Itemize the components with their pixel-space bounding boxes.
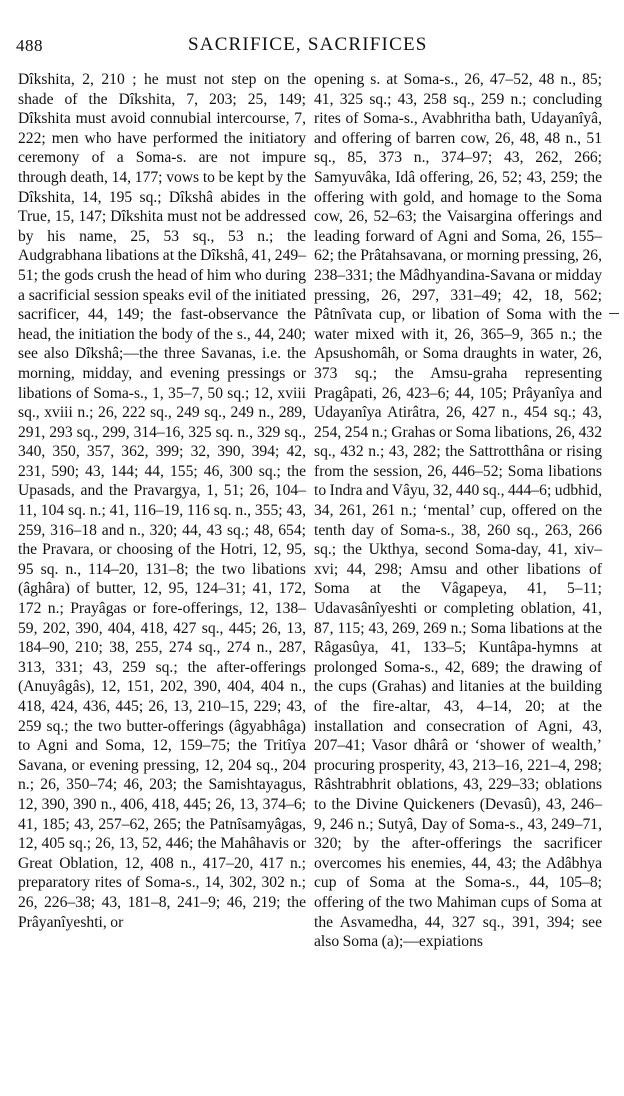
index-text-right: opening s. at Soma-s., 26, 47–52, 48 n., 85; 41, 325 sq.; 43, 258 sq., 259 n.; concluding rites of Soma-s., Avabhritha bath, Udayanîyâ, and offering of barren cow, 26, 48, 48 n., 51 sq., 85, 373 n., 374–97; 43, 262, 266; Samyuvâka, Idâ offering, 26, 52; 43, 259; the offering with gold, and homage to the Soma cow, 26, 52–63; the Vaisargina offerings and leading forward of Agni and Soma, 26, 155–62; the Prâtahsavana, or morning pressing, 26, 238–331; the Mâdhyandina-Savana or midday pressing, 26, 297, 331–49; 42, 18, 562; Pâtnîvata cup, or libation of Soma with the water mixed with it, 26, 365–9, 365 n.; the Apsushomâh, or Soma draughts in water, 26, 373 sq.; the Amsu-graha representing Pragâpati, 26, 423–6; 44, 105; Prâyanîya and Udayanîya Atirâtra, 26, 427 n., 454 sq.; 43, 254, 254 n.; Grahas or Soma libations, 26, 432 sq., 432 n.; 43, 282; the Sattrotthâna or rising from the session, 26, 446–52; Soma libations to Indra and Vâyu, 32, 440 sq., 444–6; udbhid, 34, 261, 261 n.; ‘mental’ cup, offered on the tenth day of Soma-s., 38, 260 sq., 263, 266 sq.; the Ukthya, second Soma-day, 41, xiv–xvi; 44, 298; Amsu and other libations of Soma at the Vâgapeya, 41, 5–11; Udavasânîyeshti or completing oblation, 41, 87, 115; 43, 269, 269 n.; Soma libations at the Râgasûya, 41, 133–5; Kuntâpa-hymns at prolonged Soma-s., 42, 689; the drawing of the cups (Grahas) and litanies at the building of the fire-altar, 43, 4–14, 20; at the installation and consecration of Agni, 43, 207–41; Vasor dhârâ or ‘shower of wealth,’ procuring prosperity, 43, 213–16, 221–4, 298; Râshtrabhrit oblations, 43, 229–33; oblations to the Divine Quickeners (Devasû), 43, 246–9, 246 n.; Sutyâ, Day of Soma-s., 43, 249–71, 320; by the after-offerings the sacrificer overcomes his enemies, 44, 43; the Adâbhya cup of Soma at the Soma-s., 44, 105–8; offering of the two Mahiman cups of Soma at the Asvamedha, 44, 327 sq., 391, 394; see also Soma (a);—expiations [314,71,603,951]
index-column-right [314,70,602,952]
running-head: SACRIFICE, SACRIFICES [188,34,428,55]
margin-mark [609,313,619,314]
page-number: 488 [16,36,43,55]
index-text-left: Dîkshita, 2, 210 ; he must not step on the shade of the Dîkshita, 7, 203; 25, 149; Dîkshita must avoid connubial intercourse, 7, 222; men who have performed the initiatory ceremony of a Soma-s. are not impure through death, 14, 177; vows to be kept by the Dîkshita, 14, 195 sq.; Dîkshâ abides in the True, 15, 147; Dîkshita must not be addressed by his name, 25, 53 sq., 53 n.; the Audgrabhana libations at the Dîkshâ, 41, 249–51; the gods crush the head of him who during a sacrificial session speaks evil of the initiated sacrificer, 44, 149; the fast-observance the head, the initiation the body of the s., 44, 240; see also Dîkshâ;—the three Savanas, i.e. the morning, midday, and evening pressings or libations of Soma-s., 1, 35–7, 50 sq.; 12, xviii sq., xviii n.; 26, 222 sq., 249 sq., 249 n., 289, 291, 293 sq., 299, 314–16, 325 sq. n., 329 sq., 340, 350, 357, 362, 399; 32, 390, 394; 42, 231, 590; 43, 144; 44, 155; 46, 300 sq.; the Upasads, and the Pravargya, 1, 51; 26, 104–11, 104 sq. n.; 41, 116–19, 116 sq. n., 355; 43, 259, 316–18 and n., 320; 44, 43 sq.; 48, 654; the Pravara, or choosing of the Hotri, 12, 95, 95 sq. n., 114–20, 131–8; the two libations (âghâra) of butter, 12, 95, 124–31; 41, 172, 172 n.; Prayâgas or fore-offerings, 12, 138–59, 202, 390, 404, 418, 427 sq., 445; 26, 13, 184–90, 210; 38, 255, 274 sq., 274 n., 287, 313, 331; 43, 259 sq.; the after-offerings (Anuyâgâs), 12, 151, 202, 390, 404, 404 n., 418, 424, 436, 445; 26, 13, 210–15, 229; 43, 259 sq.; the two butter-offerings (âgyabhâga) to Agni and Soma, 12, 159–75; the Tritîya Savana, or evening pressing, 12, 204 sq., 204 n.; 26, 350–74; 46, 203; the Samishtayagus, 12, 390, 390 n., 406, 418, 445; 26, 13, 374–6; 41, 185; 43, 257–62, 265; the Patnîsamyâgas, 12, 405 sq.; 26, 13, 52, 446; the Mahâhavis or Great Oblation, 12, 408 n., 417–20, 417 n.; preparatory rites of Soma-s., 14, 302, 302 n.; 26, 226–38; 43, 181–8, 241–9; 46, 219; the Prâyanîyeshti, or [18,71,306,931]
index-column-left [18,70,306,932]
